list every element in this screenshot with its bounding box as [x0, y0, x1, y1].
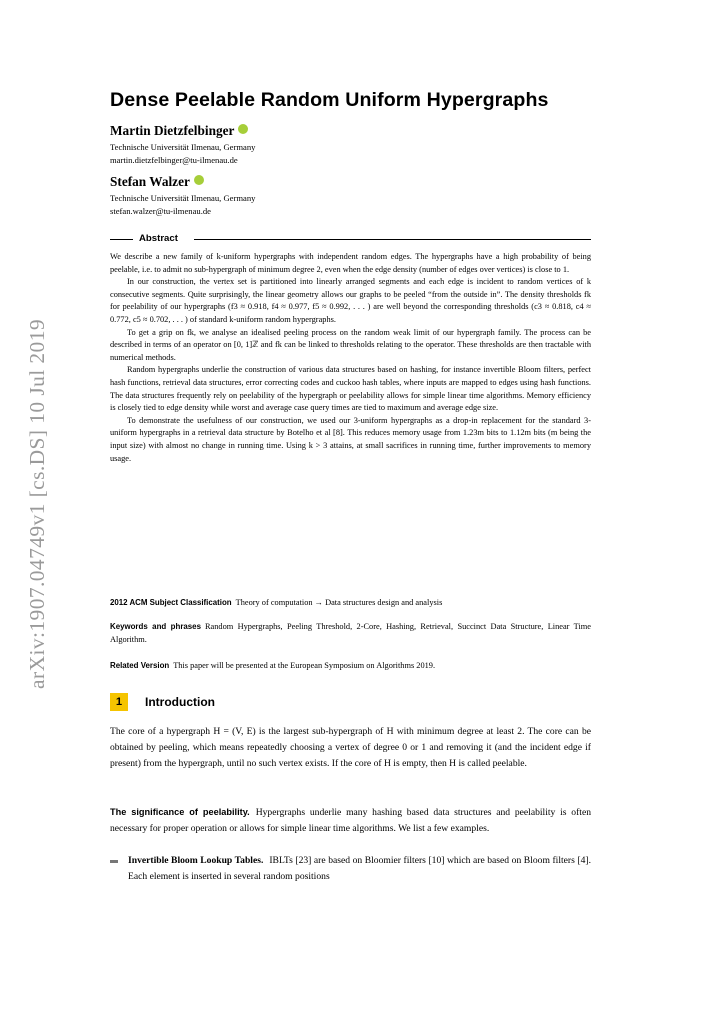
keywords: [110, 621, 591, 646]
acm-text: Theory of computation → Data structures design and analysis: [235, 598, 443, 607]
acm-classification: [110, 597, 591, 610]
author-1-affiliation: Technische Universität Ilmenau, Germany: [110, 142, 256, 152]
author-1: [110, 123, 248, 139]
section-title: Introduction: [145, 695, 215, 709]
intro-text: The core of a hypergraph H = (V, E) is the largest sub-hypergraph of H with minimum degree at least 2. The core can be obtained by peeling, which means repeatedly choosing a vertex of degree 0 or 1 and removing it (and the incident edge if present) from the hypergraph, until no such vertex exists. If the core of H is empty, then H is called peelable.: [110, 726, 591, 769]
paper-title: Dense Peelable Random Uniform Hypergraphs: [110, 89, 549, 111]
abstract-heading: [110, 233, 591, 245]
arxiv-identifier-text: arXiv:1907.04749v1 [cs.DS] 10 Jul 2019: [24, 319, 49, 689]
list-item: [110, 853, 591, 885]
section-heading: [110, 693, 215, 711]
acm-label: 2012 ACM Subject Classification: [110, 598, 232, 607]
author-2-affiliation: Technische Universität Ilmenau, Germany: [110, 193, 256, 203]
abstract-paragraph: To demonstrate the usefulness of our construction, we used our 3-uniform hypergraphs as a drop-in replacement for the standard 3-uniform hypergraphs in a retrieval data structure by Botelho et al [8]. This reduces memory usage from 1.23m bits to 1.12m bits (m being the input size) with almost no change in running time. Using k > 3 attains, at small sacrifices in running time, further improvements to memory usage.: [110, 415, 591, 463]
bullet-label: Invertible Bloom Lookup Tables.: [128, 855, 264, 866]
bullet-text: IBLTs [23] are based on Bloomier filters [10] which are based on Bloom filters [4]. Each element is inserted in several random positions: [128, 855, 591, 882]
related-label: Related Version: [110, 661, 170, 670]
abstract-paragraph: To get a grip on fk, we analyse an idealised peeling process on the random weak limit of our hypergraph family. The process can be described in terms of an operator on [0, 1]ℤ and fk can be linked to thresholds relating to the operator. These thresholds are then tractable with numerical methods.: [110, 327, 591, 362]
related-version: [110, 660, 591, 673]
abstract-paragraph: We describe a new family of k-uniform hypergraphs with independent random edges. The hypergraphs have a high probability of being peelable, i.e. to admit no sub-hypergraph of minimum degree 2, even when the edge density (number of edges over vertices) is close to 1.: [110, 252, 591, 274]
arxiv-identifier: [24, 319, 49, 689]
abstract-paragraph: In our construction, the vertex set is partitioned into linearly arranged segments and each edge is incident to random vertices of k consecutive segments. Quite surprisingly, the linear geometry allows our graphs to be peeled “from the outside in”. The density thresholds fk for peelability of our hypergraphs (f3 ≈ 0.918, f4 ≈ 0.977, f5 ≈ 0.992, . . . ) are well beyond the corresponding thresholds (c3 ≈ 0.818, c4 ≈ 0.772, c5 ≈ 0.702, . . . ) of standard k-uniform random hypergraphs.: [110, 277, 591, 324]
orcid-icon[interactable]: [194, 175, 204, 185]
section-number-badge: 1: [110, 693, 128, 711]
abstract-label: Abstract: [139, 233, 178, 244]
keywords-text: Random Hypergraphs, Peeling Threshold, 2-Core, Hashing, Retrieval, Succinct Data Structure, Linear Time Algorithm.: [110, 622, 591, 644]
author-2-email[interactable]: stefan.walzer@tu-ilmenau.de: [110, 206, 211, 216]
significance-paragraph: [110, 805, 591, 837]
abstract-body: [110, 251, 591, 465]
author-2-name: Stefan Walzer: [110, 174, 190, 189]
significance-text: Hypergraphs underlie many hashing based data structures and peelability is often necessary for proper operation or allows for simple linear time algorithms. We list a few examples.: [110, 807, 591, 834]
abstract-rule-left: [110, 239, 133, 240]
author-2: [110, 174, 204, 190]
orcid-icon[interactable]: [238, 124, 248, 134]
significance-label: The significance of peelability.: [110, 807, 250, 817]
author-1-email[interactable]: martin.dietzfelbinger@tu-ilmenau.de: [110, 155, 238, 165]
related-text: This paper will be presented at the European Symposium on Algorithms 2019.: [173, 661, 436, 670]
abstract-rule-right: [194, 239, 591, 240]
keywords-label: Keywords and phrases: [110, 622, 201, 631]
author-1-name: Martin Dietzfelbinger: [110, 123, 235, 138]
intro-paragraph: [110, 724, 591, 771]
abstract-paragraph: Random hypergraphs underlie the construction of various data structures based on hashing, for instance invertible Bloom filters, perfect hash functions, retrieval data structures, error correcting codes and cuckoo hash tables, where inputs are mapped to edges using hash functions. The data structures frequently rely on peelability of the hypergraph or peelability allows for simple linear time algorithms. Memory efficiency is closely tied to edge density while worst and average case query times are tied to maximum and average edge size.: [110, 365, 591, 413]
bullet-marker: [110, 860, 118, 863]
